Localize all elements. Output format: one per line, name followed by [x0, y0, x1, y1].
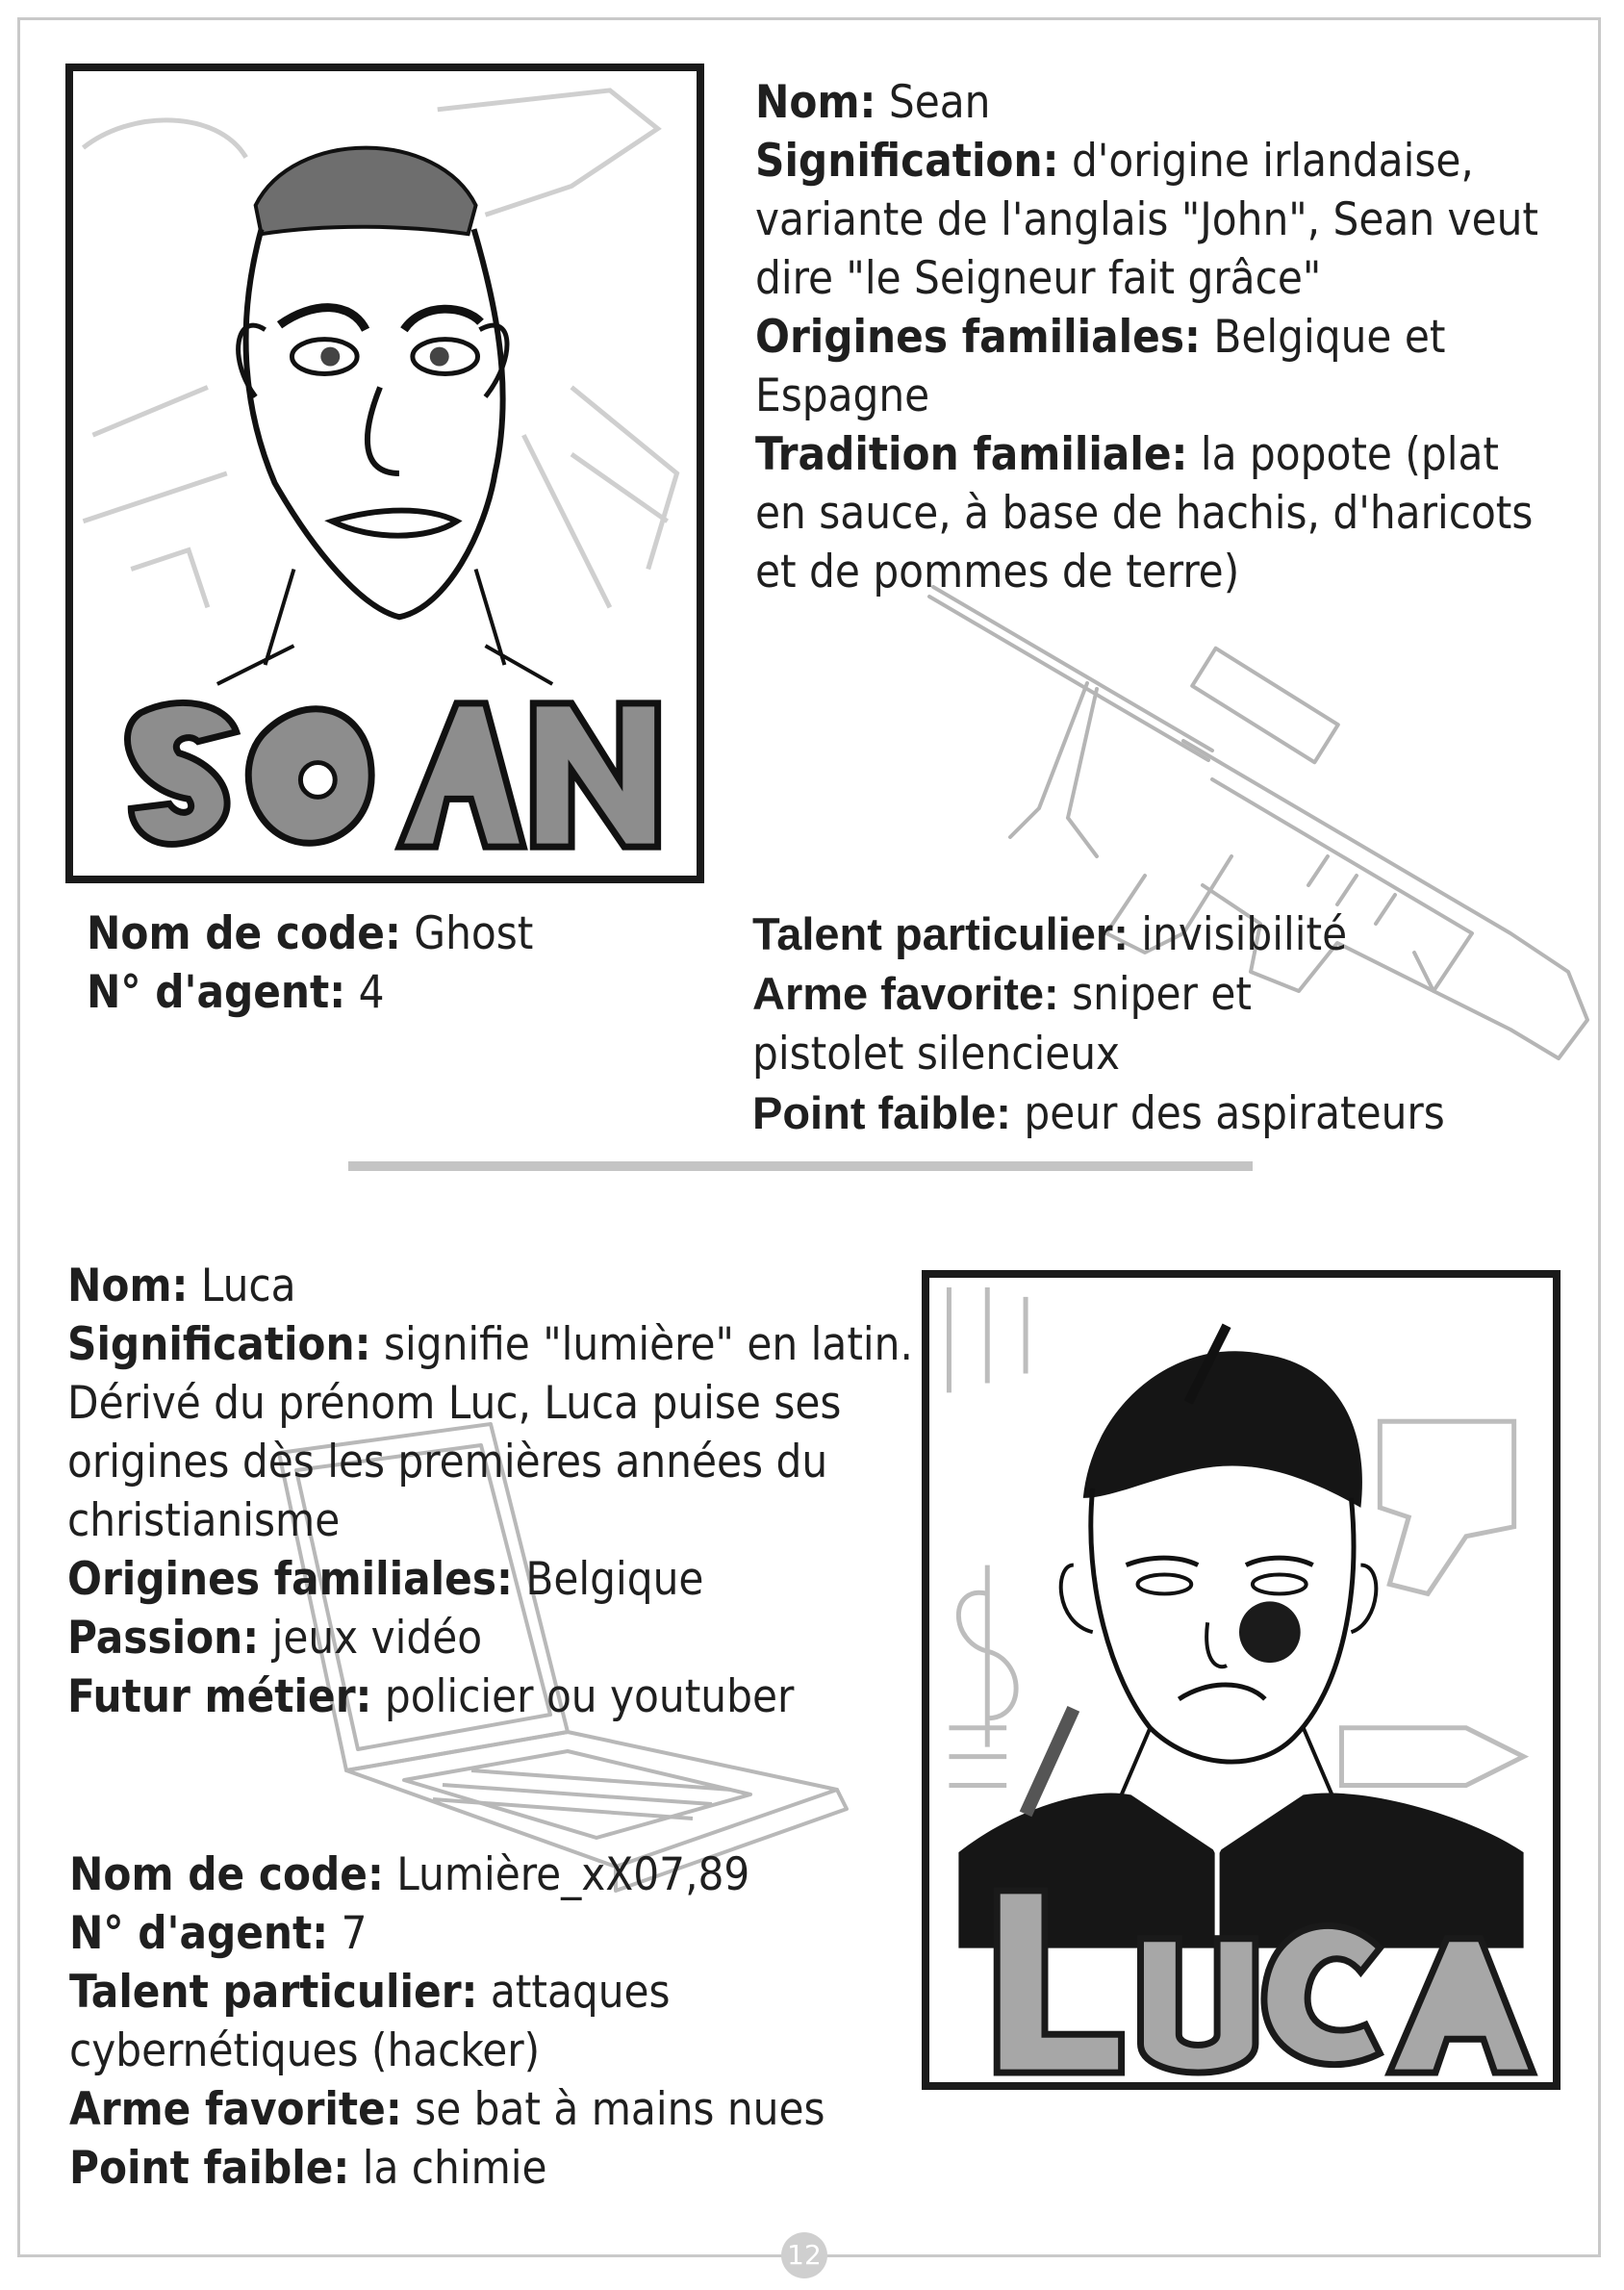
sean-weapon-continued: pistolet silencieux: [752, 1028, 1121, 1081]
sean-profile-text: [755, 73, 1554, 601]
section-divider: [348, 1161, 1253, 1171]
sean-codename-field: Nom de code: Ghost: [87, 907, 534, 960]
luca-codename-field: Nom de code: Lumière_xX07,89: [69, 1848, 750, 1901]
page-number: 12: [781, 2232, 827, 2278]
sean-talent-field: Talent particulier: invisibilité: [752, 908, 1348, 961]
luca-portrait-frame: [922, 1270, 1561, 2090]
sean-meaning-field: Signification: d'origine irlandaise, variante de l'anglais "John", Sean veut dire "le Seigneur fait grâce": [755, 135, 1538, 305]
luca-weakness-field: Point faible: la chimie: [69, 2142, 547, 2195]
sean-weakness-field: Point faible: peur des aspirateurs: [752, 1087, 1445, 1140]
luca-profile-text: [67, 1257, 914, 1726]
luca-future-job-field: Futur métier: policier ou youtuber: [67, 1670, 795, 1723]
luca-passion-field: Passion: jeux vidéo: [67, 1612, 483, 1665]
sean-code-text: [87, 904, 702, 1022]
luca-meaning-field: Signification: signifie "lumière" en latin. Dérivé du prénom Luc, Luca puise ses origines dès les premières années du christianisme: [67, 1318, 913, 1547]
sean-family-origins-field: Origines familiales: Belgique et Espagne: [755, 311, 1446, 422]
sean-family-tradition-field: Tradition familiale: la popote (plat en sauce, à base de hachis, d'haricots et de pommes de terre): [755, 428, 1534, 598]
luca-family-origins-field: Origines familiales: Belgique: [67, 1553, 704, 1606]
luca-portrait-drawing-icon: [929, 1278, 1553, 2082]
sean-skills-text: [752, 904, 1580, 1143]
sean-name-field: Nom: Sean: [755, 76, 991, 129]
sean-portrait-drawing-icon: [73, 71, 697, 876]
sean-agent-number-field: N° d'agent: 4: [87, 966, 385, 1019]
luca-talent-field: Talent particulier: attaques cybernétiques (hacker): [69, 1966, 671, 2077]
luca-agent-number-field: N° d'agent: 7: [69, 1907, 368, 1960]
sean-weapon-field: Arme favorite: sniper et: [752, 968, 1252, 1021]
luca-code-text: [69, 1845, 858, 2198]
luca-weapon-field: Arme favorite: se bat à mains nues: [69, 2083, 825, 2136]
sean-portrait-frame: [65, 64, 704, 883]
luca-name-field: Nom: Luca: [67, 1260, 296, 1312]
